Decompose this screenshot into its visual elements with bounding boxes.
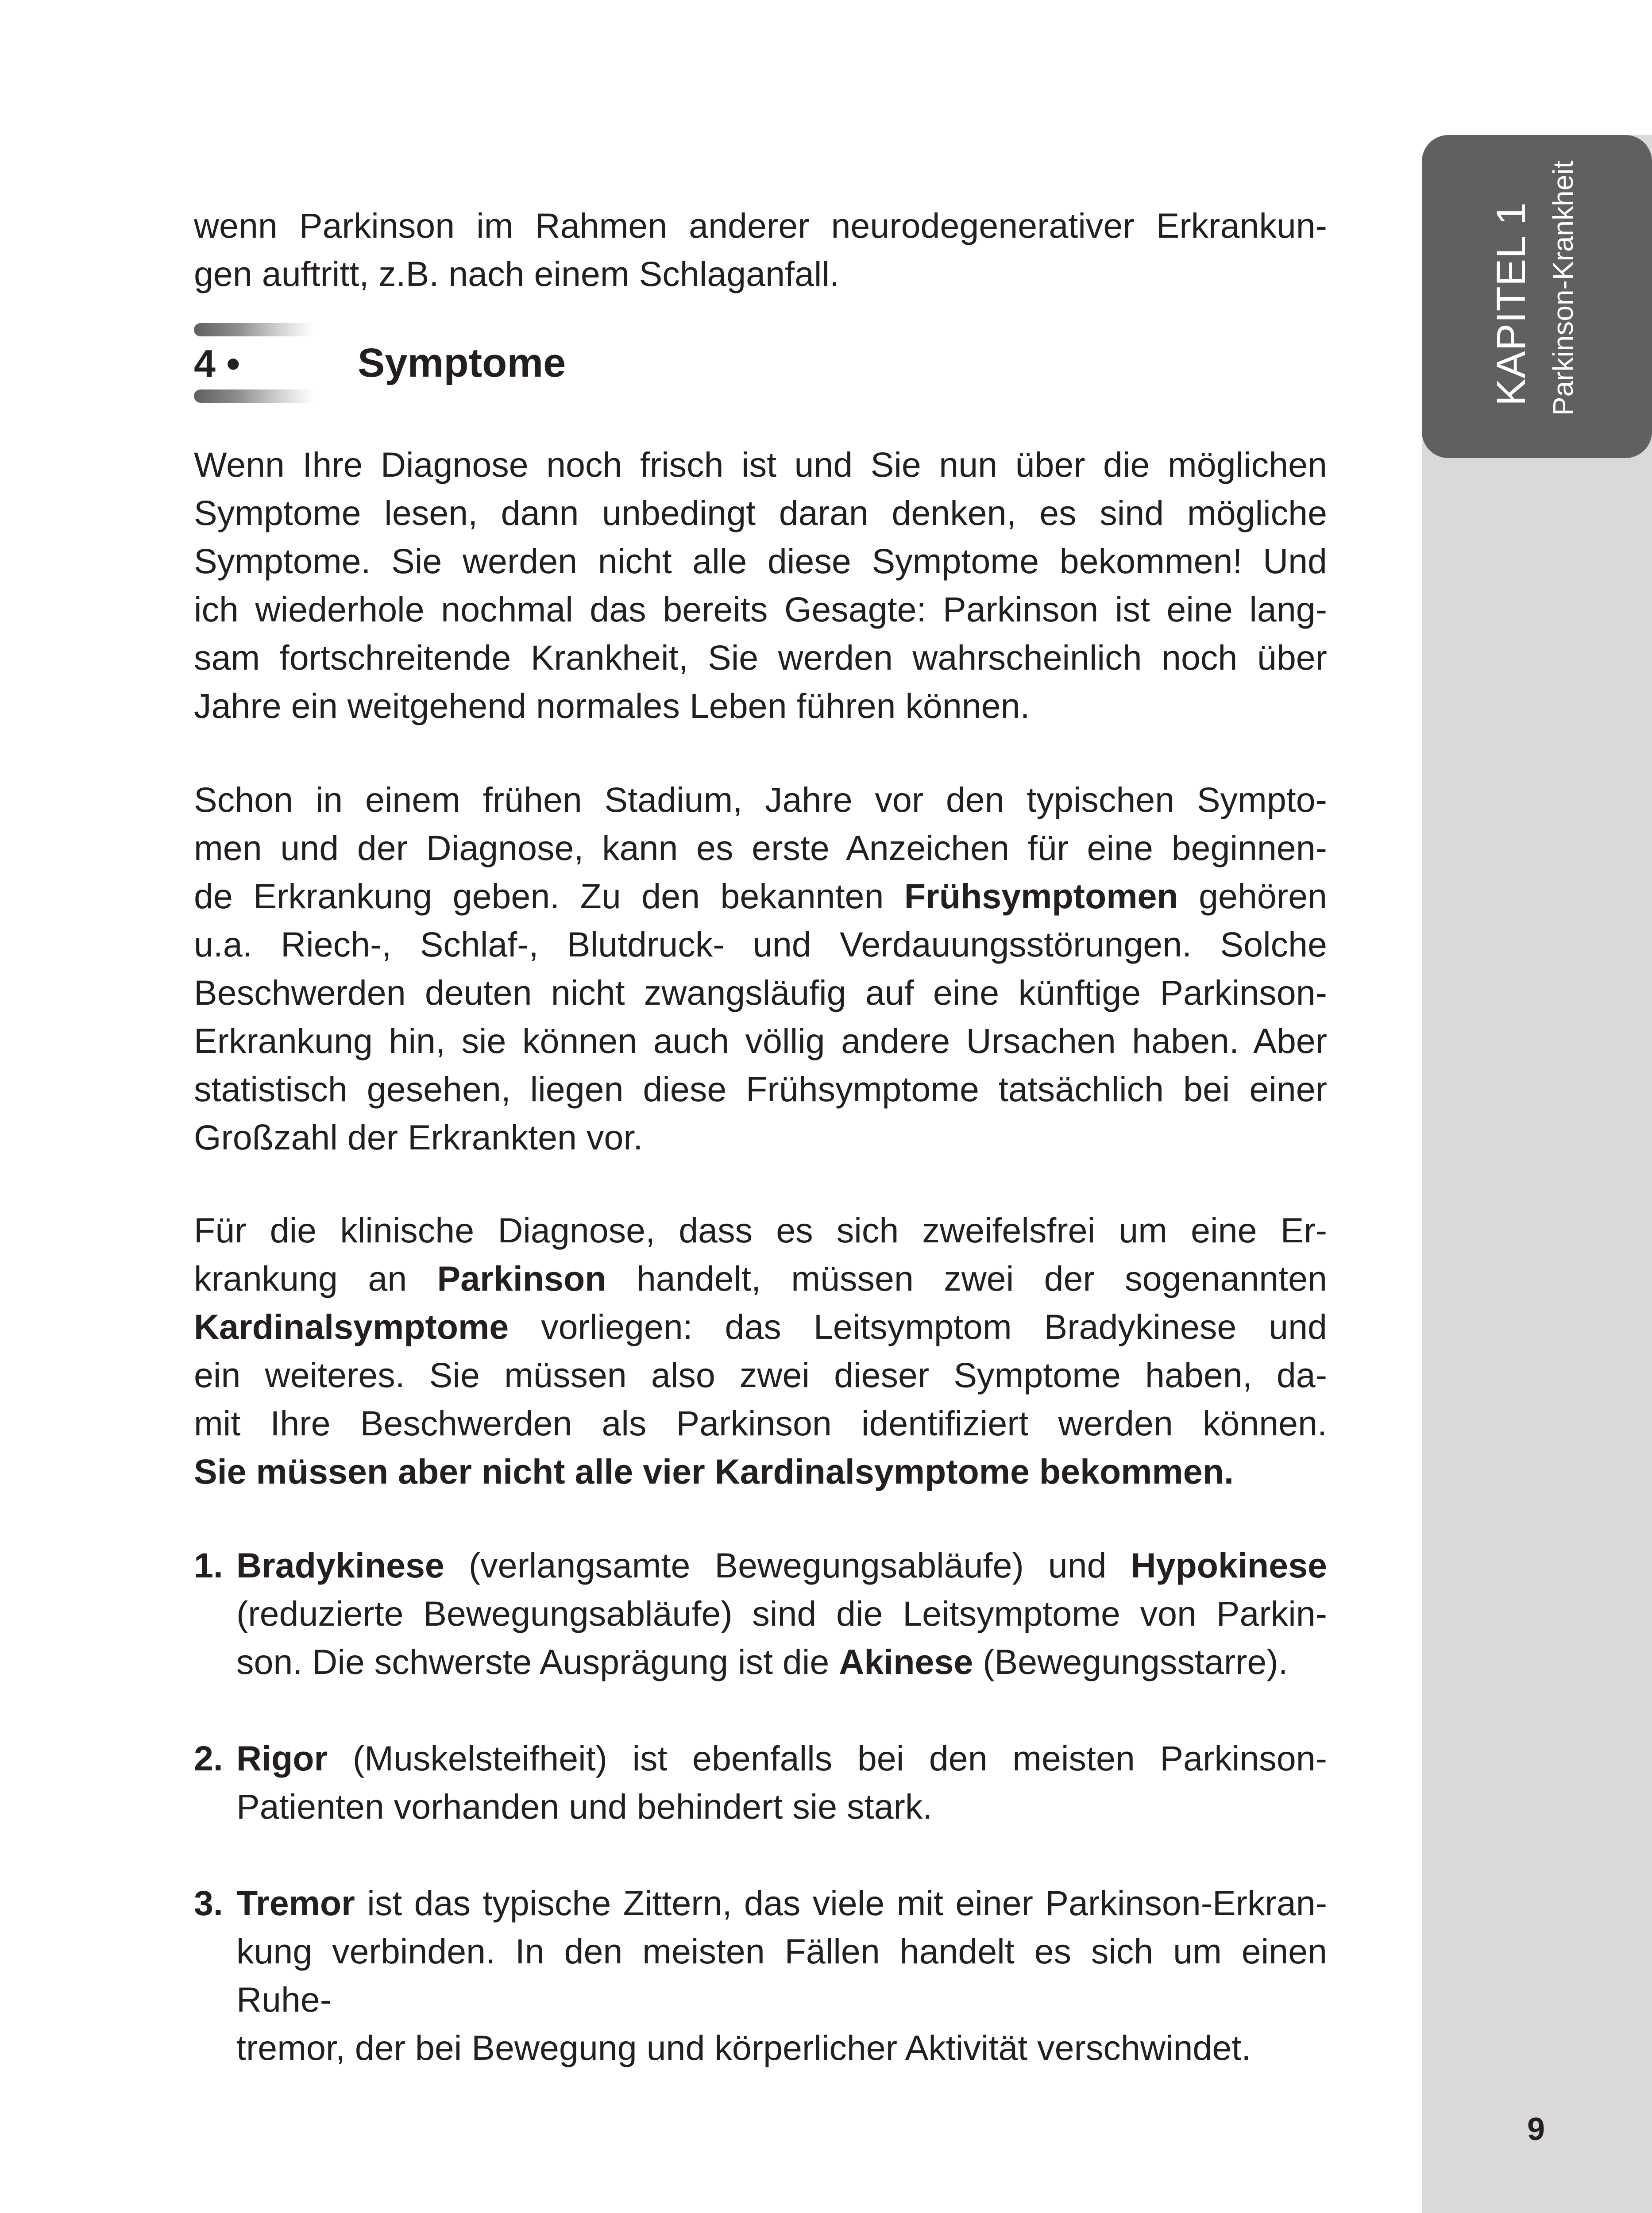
text-line: Symptome. Sie werden nicht alle diese Symptome bekommen! Und xyxy=(194,541,1327,581)
paragraph-1 xyxy=(194,440,1327,730)
bold-term: Parkinson xyxy=(437,1259,606,1298)
text-line: Schon in einem frühen Stadium, Jahre vor den typischen Sympto- xyxy=(194,780,1327,819)
list-item xyxy=(194,1879,1327,2072)
text-line: wenn Parkinson im Rahmen anderer neurodegenerativer Erkrankun- xyxy=(194,206,1327,245)
text-line: Symptome lesen, dann unbedingt daran denken, es sind mögliche xyxy=(194,493,1327,532)
text-line: Patienten vorhanden und behindert sie stark. xyxy=(236,1787,933,1826)
bold-statement: Sie müssen aber nicht alle vier Kardinalsymptome bekommen. xyxy=(194,1452,1234,1491)
text-line: Jahre ein weitgehend normales Leben führen können. xyxy=(194,686,1030,725)
list-number: 3. xyxy=(194,1883,223,1923)
bold-term: Hypokinese xyxy=(1131,1546,1327,1585)
paragraph-2 xyxy=(194,775,1327,1161)
text-line: Für die klinische Diagnose, dass es sich zweifelsfrei um eine Er- xyxy=(194,1211,1327,1250)
paragraph-3 xyxy=(194,1206,1327,1496)
text-line: men und der Diagnose, kann es erste Anzeichen für eine beginnen- xyxy=(194,828,1327,867)
section-decor-bar xyxy=(194,323,313,336)
text-line xyxy=(236,1541,1327,1589)
text-run: vorliegen: das Leitsymptom Bradykinese und xyxy=(509,1307,1327,1346)
text-line xyxy=(194,872,1327,920)
bold-term: Frühsymptomen xyxy=(904,876,1178,916)
chapter-tab xyxy=(1422,135,1652,458)
text-line: ein weiteres. Sie müssen also zwei dieser Symptome haben, da- xyxy=(194,1355,1327,1395)
bold-term: Rigor xyxy=(236,1739,328,1778)
text-run: son. Die schwerste Ausprägung ist die xyxy=(236,1642,839,1681)
text-line xyxy=(236,1638,1327,1686)
chapter-label: KAPITEL 1 xyxy=(1489,202,1534,406)
bold-term: Bradykinese xyxy=(236,1546,444,1585)
text-run: ist das typische Zittern, das viele mit einer Parkinson-Erkran- xyxy=(355,1883,1327,1923)
bold-term: Tremor xyxy=(236,1883,355,1923)
text-run: (verlangsamte Bewegungsabläufe) und xyxy=(444,1546,1131,1585)
text-line: u.a. Riech-, Schlaf-, Blutdruck- und Verdauungsstörungen. Solche xyxy=(194,925,1327,964)
text-line: tremor, der bei Bewegung und körperlicher Aktivität verschwindet. xyxy=(236,2028,1251,2067)
text-line xyxy=(236,1734,1327,1782)
text-line: statistisch gesehen, liegen diese Frühsymptome tatsächlich bei einer xyxy=(194,1069,1327,1109)
text-line: kung verbinden. In den meisten Fällen handelt es sich um einen Ruhe- xyxy=(236,1932,1327,2019)
text-run: de Erkrankung geben. Zu den bekannten xyxy=(194,876,904,916)
section-title: Symptome xyxy=(358,340,566,386)
section-number: 4 • xyxy=(194,342,240,386)
text-run: gehören xyxy=(1178,876,1327,916)
text-line xyxy=(194,1447,1327,1496)
text-line: Wenn Ihre Diagnose noch frisch ist und Sie nun über die möglichen xyxy=(194,445,1327,484)
text-line xyxy=(236,1879,1327,1927)
text-run: krankung an xyxy=(194,1259,437,1298)
list-number: 1. xyxy=(194,1546,223,1585)
text-line: (reduzierte Bewegungsabläufe) sind die Leitsymptome von Parkin- xyxy=(236,1594,1327,1633)
section-heading xyxy=(194,323,1327,412)
text-run: handelt, müssen zwei der sogenannten xyxy=(606,1259,1327,1298)
text-run: (Muskelsteifheit) ist ebenfalls bei den meisten Parkinson- xyxy=(328,1739,1327,1778)
list-number: 2. xyxy=(194,1739,223,1778)
text-line: mit Ihre Beschwerden als Parkinson identifiziert werden können. xyxy=(194,1403,1327,1443)
text-line: sam fortschreitende Krankheit, Sie werden wahrscheinlich noch über xyxy=(194,638,1327,677)
page-number: 9 xyxy=(1527,2112,1545,2147)
text-line: ich wiederhole nochmal das bereits Gesagte: Parkinson ist eine lang- xyxy=(194,590,1327,629)
section-decor-bar xyxy=(194,389,313,403)
intro-paragraph xyxy=(194,201,1327,298)
text-line: Großzahl der Erkrankten vor. xyxy=(194,1118,643,1157)
bold-term: Akinese xyxy=(839,1642,973,1681)
text-line: Erkrankung hin, sie können auch völlig andere Ursachen haben. Aber xyxy=(194,1021,1327,1060)
chapter-tab-text xyxy=(1422,135,1652,458)
text-run: (Bewegungsstarre). xyxy=(973,1642,1288,1681)
text-line: gen auftritt, z.B. nach einem Schlaganfall. xyxy=(194,254,839,293)
text-line xyxy=(194,1303,1327,1351)
list-item xyxy=(194,1541,1327,1686)
text-line xyxy=(194,1254,1327,1303)
bold-term: Kardinalsymptome xyxy=(194,1307,509,1346)
chapter-subtitle: Parkinson-Krankheit xyxy=(1547,160,1579,416)
list-item xyxy=(194,1734,1327,1831)
text-line: Beschwerden deuten nicht zwangsläufig auf eine künftige Parkinson- xyxy=(194,973,1327,1012)
